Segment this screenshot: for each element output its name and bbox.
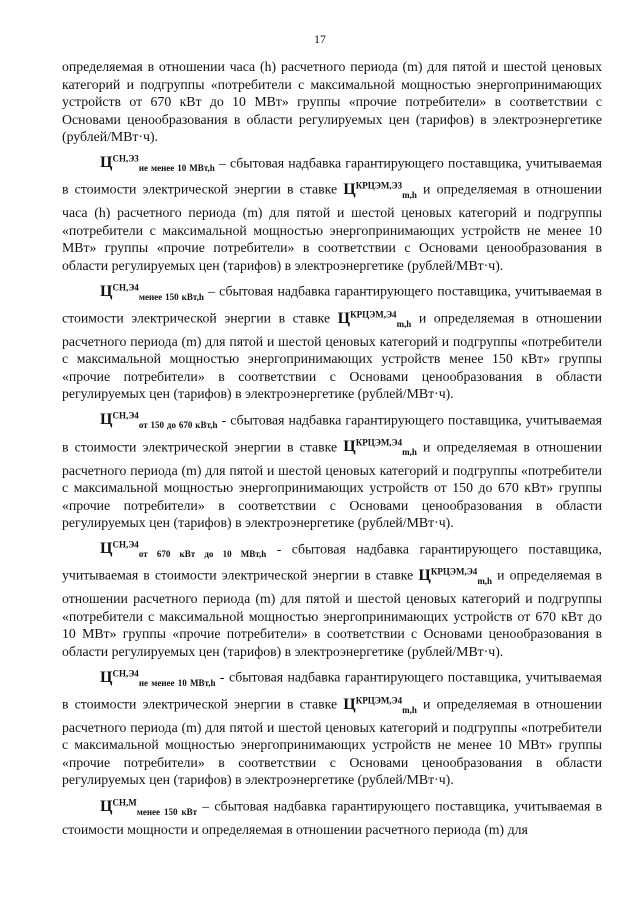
rate-sup: КРЦЭМ,Э3	[355, 180, 403, 191]
symbol-markup-e4-150kw	[100, 282, 204, 302]
symbol-markup-e3-10mw	[100, 153, 215, 173]
symbol-sup: СН,Э4	[112, 410, 139, 421]
paragraph-1	[62, 151, 602, 275]
symbol-base: Ц	[100, 540, 113, 558]
text-before: – сбытовая надбавка гарантирующего поставщика, учитываемая в стоимости электрической энергии в ставке	[62, 283, 602, 326]
symbol-sub: менее 150 кВт	[136, 806, 198, 817]
rate-sup: КРЦЭМ,Э4	[430, 566, 478, 577]
text-before: – сбытовая надбавка гарантирующего поставщика, учитываемая в стоимости электрической энергии в ставке	[62, 155, 602, 197]
symbol-sup: СН,Э3	[112, 153, 139, 164]
symbol-sup: СН,Э4	[112, 282, 139, 293]
rate-sup: КРЦЭМ,Э4	[350, 309, 397, 320]
rate-symbol	[343, 180, 417, 200]
symbol-sup: СН,М	[112, 796, 137, 807]
symbol-base: Ц	[100, 797, 113, 815]
text-after: и определяемая в отношении расчетного периода (m) для пятой и шестой ценовых категорий и подгруппы «потребители с максимальной мощностью энергопринимающих устройств от 150 до 670 кВт» группы «прочие потребители» в соответствии с Основами ценообразования в области регулируемых цен (тарифов) в электроэнергетике (рублей/МВт·ч).	[62, 439, 602, 531]
rate-symbol	[418, 566, 493, 586]
paragraph-2	[62, 279, 602, 403]
symbol-sup: СН,Э4	[112, 668, 139, 679]
document-body	[62, 58, 602, 843]
paragraph-3	[62, 408, 602, 532]
text-before: - сбытовая надбавка гарантирующего поставщика, учитываемая в стоимости электрической энергии в ставке	[62, 541, 603, 583]
rate-base: Ц	[418, 567, 431, 584]
page-number: 17	[314, 32, 326, 46]
symbol-sub: менее 150 кВт,h	[138, 291, 204, 302]
rate-sub: m,h	[396, 318, 412, 329]
symbol-sup: СН,Э4	[112, 539, 139, 550]
symbol-sub: не менее 10 МВт,h	[138, 162, 215, 173]
symbol-sub: от 150 до 670 кВт,h	[138, 420, 218, 431]
symbol-base: Ц	[100, 668, 113, 686]
rate-sub: m,h	[402, 189, 417, 200]
rate-base: Ц	[343, 438, 356, 456]
rate-symbol	[337, 309, 412, 329]
symbol-base: Ц	[100, 411, 113, 429]
rate-sup: КРЦЭМ,Э4	[355, 695, 403, 706]
symbol-base: Ц	[100, 154, 113, 172]
rate-base: Ц	[337, 309, 351, 327]
paragraph-4	[62, 537, 602, 661]
rate-base: Ц	[343, 695, 356, 713]
text-before: - сбытовая надбавка гарантирующего поставщика, учитываемая в стоимости электрической энергии в ставке	[62, 412, 602, 455]
text-after: и определяемая в отношении расчетного периода (m) для пятой и шестой ценовых категорий и подгруппы «потребители с максимальной мощностью энергопринимающих устройств не менее 10 МВт» группы «прочие потребители» в соответствии с Основами ценообразования в области регулируемых цен (тарифов) в электроэнергетике (рублей/МВт·ч).	[62, 696, 602, 788]
text-before: – сбытовая надбавка гарантирующего поставщика, учитываемая в стоимости мощности и определяемая в отношении расчетного периода (m) для	[62, 798, 602, 837]
symbol-markup-m-150kw	[100, 796, 198, 817]
text-after: и определяемая в отношении расчетного периода (m) для пятой и шестой ценовых категорий и подгруппы «потребители с максимальной мощностью энергопринимающих устройств менее 150 кВт» группы «прочие потребители» в соответствии с Основами ценообразования в области регулируемых цен (тарифов) в электроэнергетике (рублей/МВт·ч).	[62, 310, 602, 402]
rate-symbol	[343, 695, 417, 715]
symbol-sub: не менее 10 МВт,h	[138, 677, 216, 688]
rate-base: Ц	[343, 180, 356, 198]
paragraph-6	[62, 794, 602, 838]
rate-sup: КРЦЭМ,Э4	[355, 437, 403, 448]
symbol-sub: от 670 кВт до 10 МВт,h	[138, 548, 267, 559]
symbol-markup-e4-150-670kw	[100, 410, 218, 431]
paragraph-5	[62, 665, 602, 789]
symbol-base: Ц	[100, 282, 113, 300]
text-before: - сбытовая надбавка гарантирующего поставщика, учитываемая в стоимости электрической энергии в ставке	[62, 669, 602, 712]
text-after: и определяемая в отношении расчетного периода (m) для пятой и шестой ценовых категорий и подгруппы «потребители с максимальной мощностью энергопринимающих устройств от 670 кВт до 10 МВт» группы «прочие потребители» в соответствии с Основами ценообразования в области регулируемых цен (тарифов) в электроэнергетике (рублей/МВт·ч).	[62, 568, 602, 659]
symbol-markup-e4-10mw	[100, 668, 216, 688]
rate-sub: m,h	[402, 447, 417, 458]
symbol-markup-e4-670kw-10mw	[100, 539, 267, 559]
text-after: и определяемая в отношении часа (h) расчетного периода (m) для пятой и шестой ценовых категорий и подгруппы «потребители с максимальной мощностью энергопринимающих устройств не менее 10 МВт» группы «прочие потребители» в соответствии с Основами ценообразования в области регулируемых цен (тарифов) в электроэнергетике (рублей/МВт·ч).	[62, 181, 602, 273]
rate-sub: m,h	[477, 575, 493, 586]
paragraph-0: определяемая в отношении часа (h) расчетного периода (m) для пятой и шестой ценовых категорий и подгруппы «потребители с максимальной мощностью энергопринимающих устройств от 670 кВт до 10 МВт» группы «прочие потребители» в соответствии с Основами ценообразования в области регулируемых цен (тарифов) в электроэнергетике (рублей/МВт·ч).	[62, 59, 602, 144]
rate-sub: m,h	[402, 704, 417, 715]
rate-symbol	[343, 437, 417, 458]
